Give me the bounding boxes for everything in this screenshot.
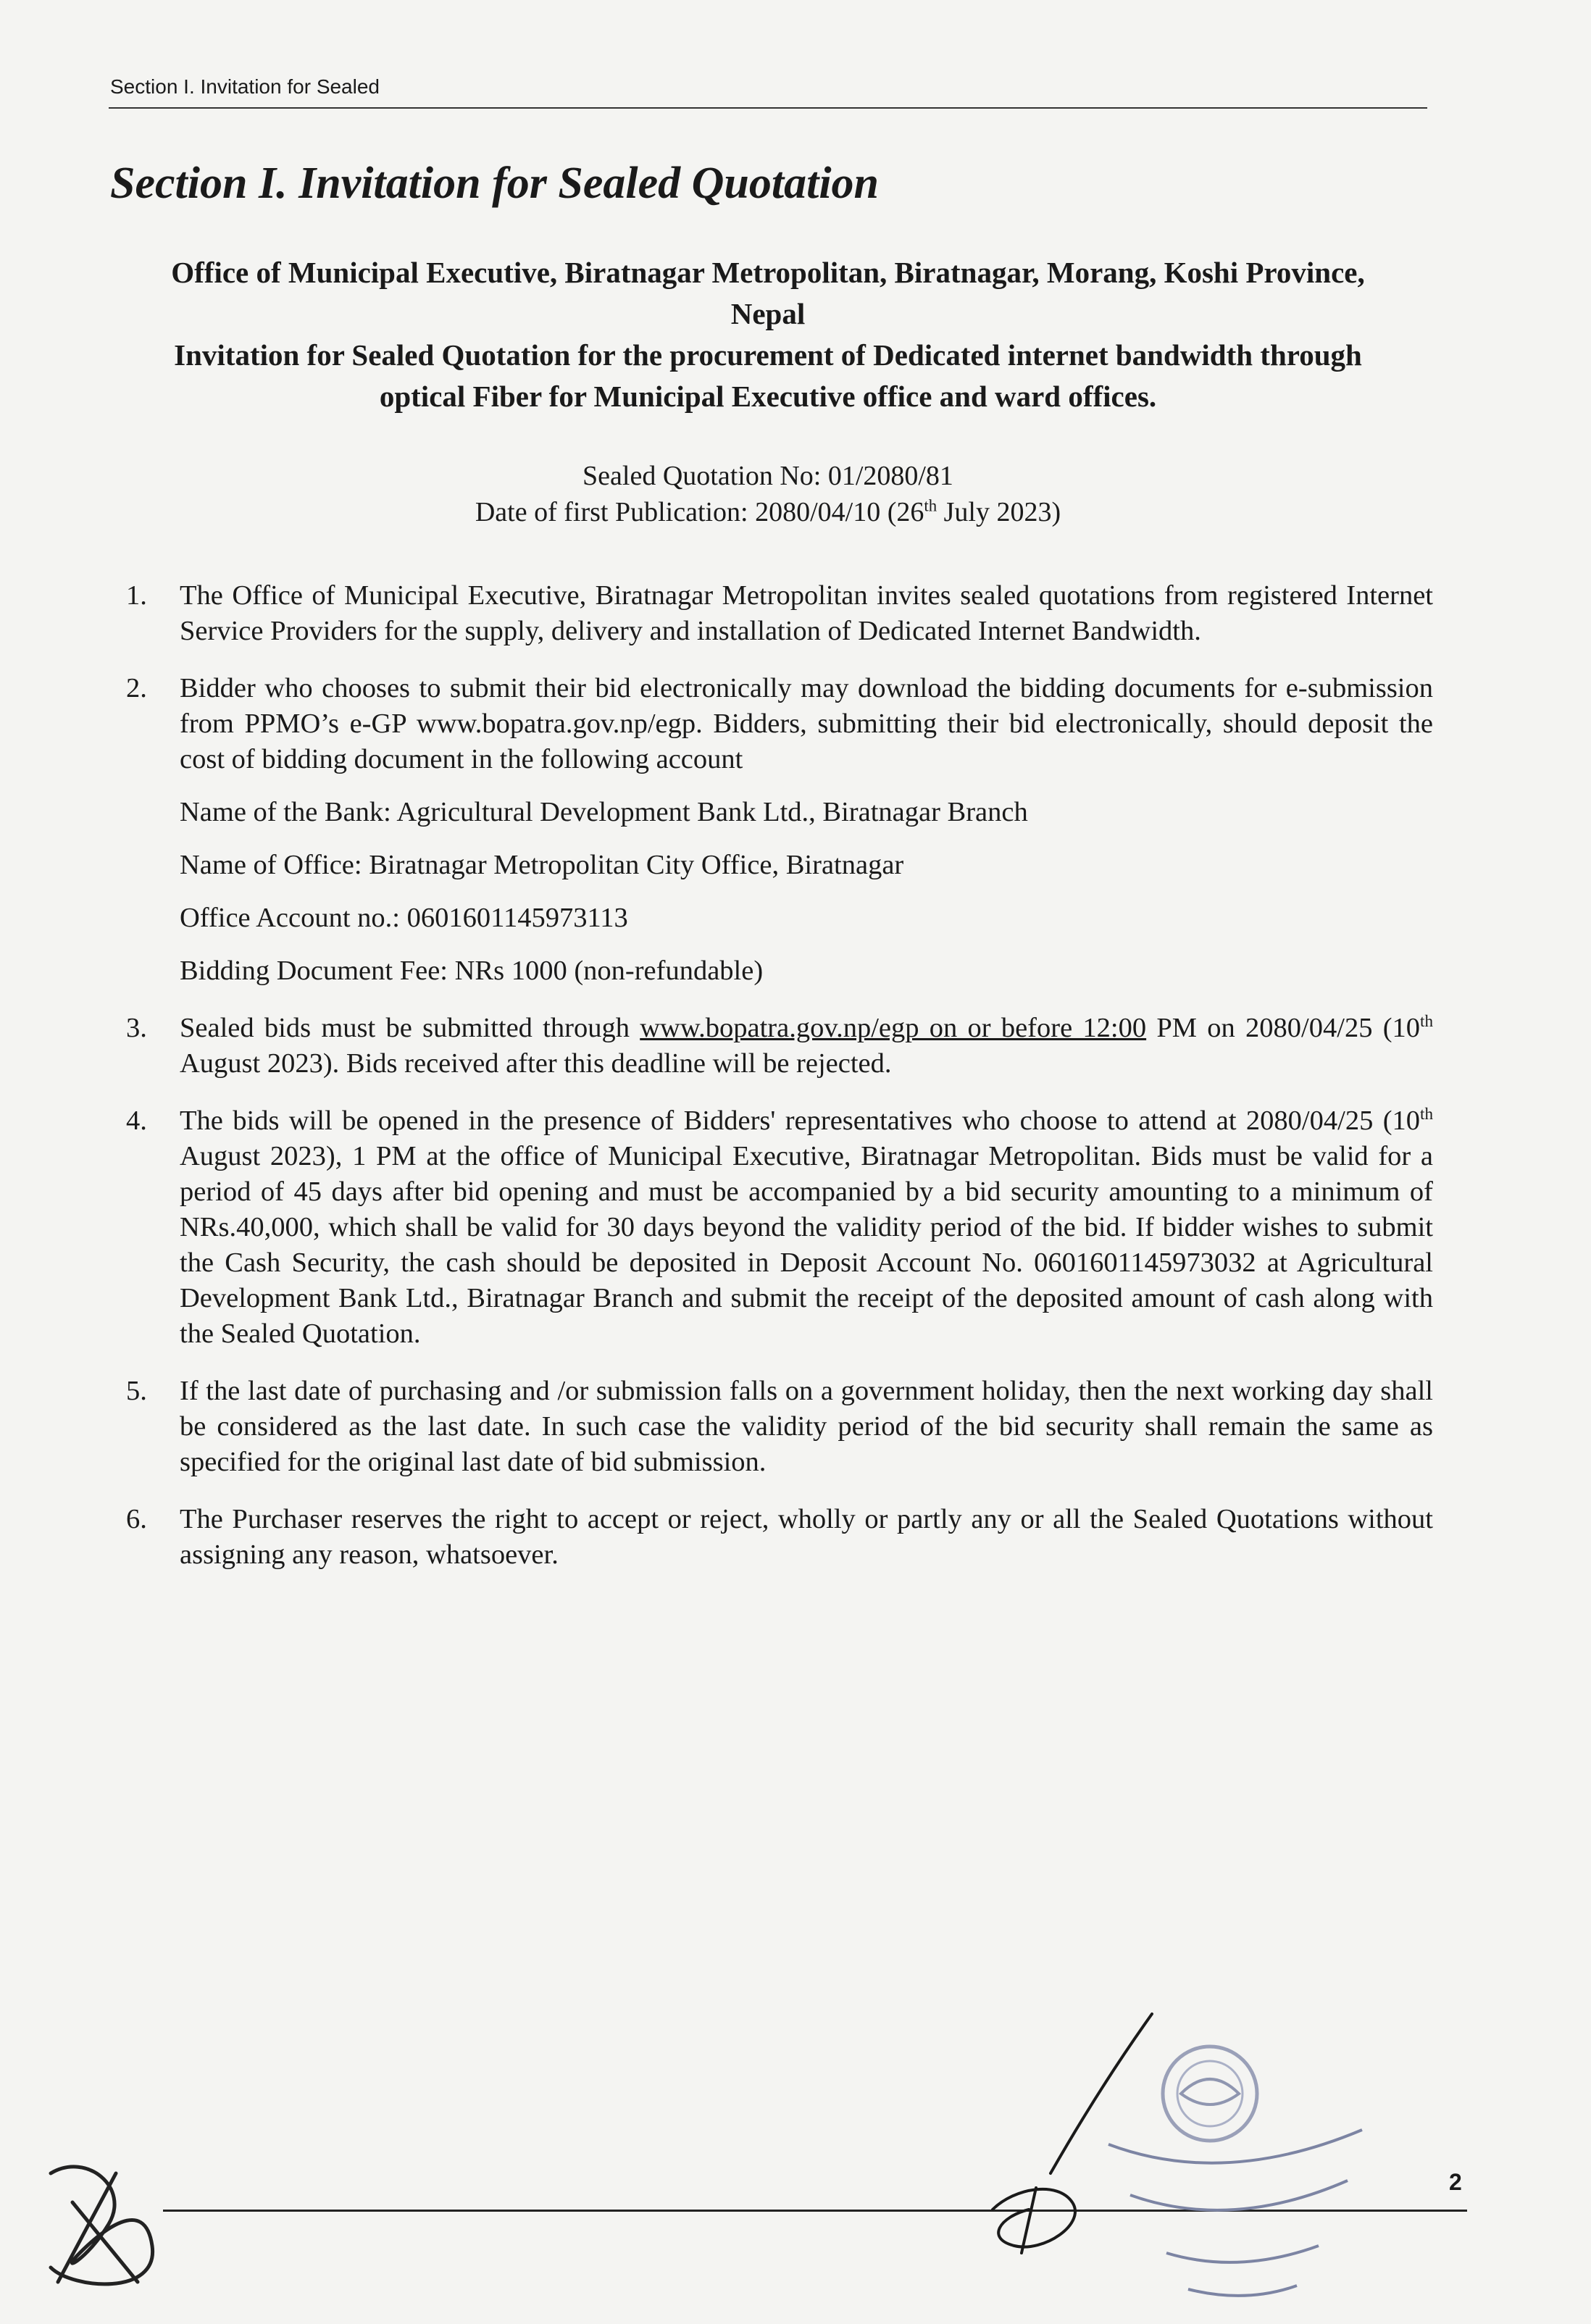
- item-text: The Office of Municipal Executive, Biratnagar Metropolitan invites sealed quotations from registered Internet Service Providers for the supply, delivery and installation of Dedicated Internet Bandwidth.: [180, 580, 1433, 646]
- signature-left: [29, 2144, 174, 2296]
- quotation-number: Sealed Quotation No: 01/2080/81: [582, 461, 953, 491]
- running-header: Section I. Invitation for Sealed: [110, 75, 380, 98]
- list-item: [122, 671, 1433, 989]
- list-item: [122, 1374, 1433, 1480]
- list-item: 3. Sealed bids must be submitted through www.bopatra.gov.np/egp on or before 12:00 PM on 2080/04/25 (10th August 2023). Bids received after this deadline will be rejected.: [126, 1011, 1434, 1079]
- page-number: 2: [1449, 2169, 1462, 2195]
- item-number: 3.: [126, 1013, 147, 1043]
- list-item: [122, 578, 1433, 649]
- item-number: 6.: [126, 1504, 147, 1534]
- office-name: Name of Office: Biratnagar Metropolitan City Office, Biratnagar: [180, 850, 904, 880]
- item-number: 5.: [126, 1376, 147, 1406]
- item-text: The Purchaser reserves the right to accept or reject, wholly or partly any or all the Sealed Quotations without assigning any reason, whatsoever.: [180, 1504, 1433, 1570]
- list-item: 4. The bids will be opened in the presence of Bidders' representatives who choose to attend at 2080/04/25 (10th August 2023), 1 PM at the office of Municipal Executive, Biratnagar Metropolitan. Bids must be valid for a period of 45 days after bid opening and must be accompanied by a bid security amounting to a minimum of NRs.40,000, which shall be valid for 30 days beyond the validity period of the bid. If bidder wishes to submit the Cash Security, the cash should be deposited in Deposit Account No. 0601601145973032 at Agricultural Development Bank Ltd., Biratnagar Branch and submit the receipt of the deposited amount of cash along with the Sealed Quotation.: [126, 1104, 1433, 1349]
- item-number: 4.: [126, 1105, 147, 1136]
- bank-name: Name of the Bank: Agricultural Development Bank Ltd., Biratnagar Branch: [180, 797, 1028, 827]
- office-line: Office of Municipal Executive, Biratnagar Metropolitan, Biratnagar, Morang, Koshi Province, Nepal: [171, 256, 1365, 330]
- numbered-list: [122, 578, 1433, 1594]
- item-number: 2.: [126, 673, 147, 703]
- official-seal: [1080, 2036, 1384, 2311]
- list-item: [122, 1502, 1433, 1573]
- item-text: Bidder who chooses to submit their bid electronically may download the bidding documents for e-submission from PPMO’s e-GP www.bopatra.gov.np/egp. Bidders, submitting their bid electronically, should deposit the cost of bidding document in the following account: [180, 673, 1433, 774]
- subheading: [145, 252, 1391, 417]
- header-divider: [109, 107, 1427, 109]
- quotation-info: [145, 458, 1391, 530]
- section-title: Section I. Invitation for Sealed Quotation: [110, 159, 880, 208]
- item-number: 1.: [126, 580, 147, 611]
- invitation-line: Invitation for Sealed Quotation for the procurement of Dedicated internet bandwidth through optical Fiber for Municipal Executive office and ward offices.: [174, 338, 1362, 413]
- office-account: Office Account no.: 0601601145973113: [180, 903, 628, 933]
- item-text: If the last date of purchasing and /or submission falls on a government holiday, then the next working day shall be considered as the last date. In such case the validity period of the bid security shall remain the same as specified for the original last date of bid submission.: [180, 1376, 1433, 1477]
- egp-link[interactable]: www.bopatra.gov.np/egp on or before 12:00: [640, 1013, 1147, 1043]
- document-fee: Bidding Document Fee: NRs 1000 (non-refundable): [180, 956, 764, 986]
- publication-date: Date of first Publication: 2080/04/10 (26th July 2023): [475, 496, 1061, 527]
